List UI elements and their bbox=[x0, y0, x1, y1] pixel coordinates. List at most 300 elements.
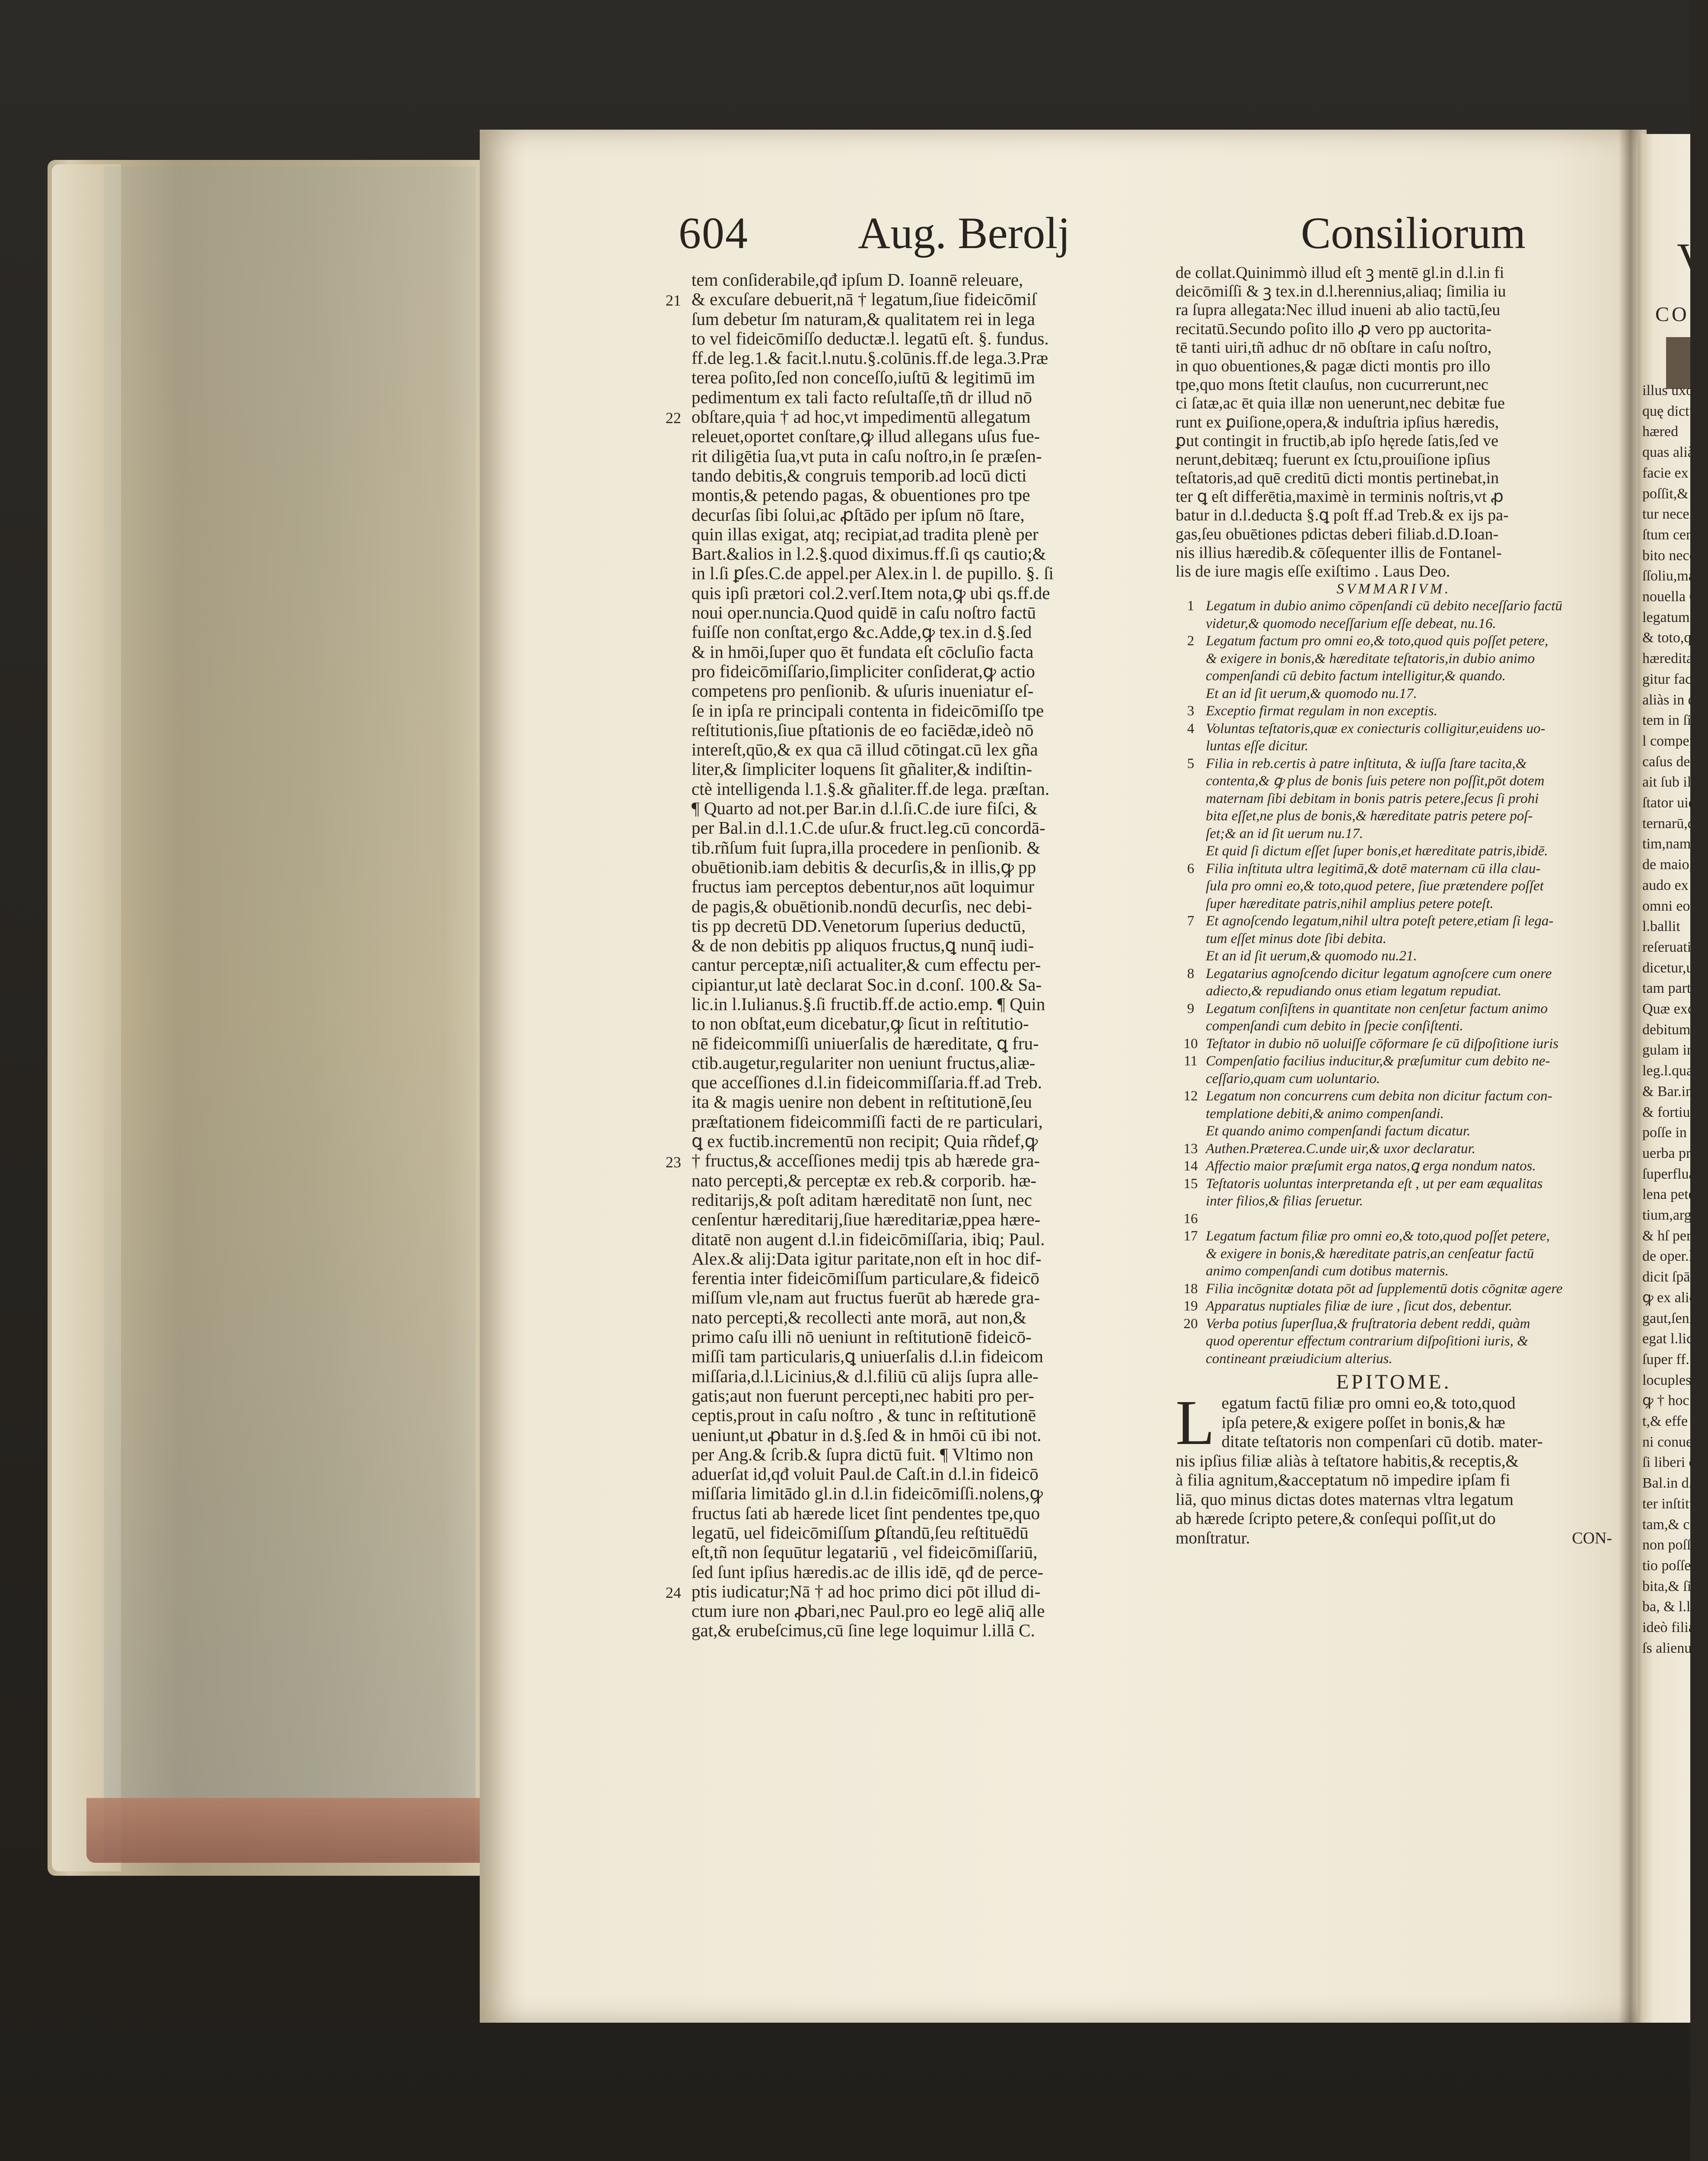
text-line: tis pp decretū DD.Venetorum ſuperius deductū, bbox=[691, 915, 1026, 936]
text-line: ¶ Quarto ad not.per Bar.in d.l.ſi.C.de iure fiſci, & bbox=[691, 798, 1038, 819]
summary-number bbox=[1176, 772, 1206, 790]
right-page-fragment: ſs alienum bbox=[1642, 1640, 1703, 1656]
text-line: to non obſtat,eum dicebatur,ꝙ ſicut in reſtitutio- bbox=[691, 1014, 1029, 1034]
text-line: cantur perceptæ,niſi actualiter,& cum effectu per- bbox=[691, 955, 1041, 975]
summary-item bbox=[1176, 737, 1612, 755]
right-page-fragment: de oper.lib bbox=[1642, 1248, 1705, 1265]
summary-number bbox=[1176, 877, 1206, 895]
summary-number bbox=[1176, 825, 1206, 843]
summary-number bbox=[1176, 790, 1206, 808]
summary-item bbox=[1176, 1052, 1612, 1070]
right-page-fragment: ſtum cent bbox=[1642, 526, 1698, 543]
summary-text: compenſandi cū debito factum intelligitur,& quando. bbox=[1206, 668, 1506, 684]
right-page-fragment: gulam in r bbox=[1642, 1042, 1703, 1058]
right-page-fragment: gitur factu bbox=[1642, 671, 1703, 687]
right-page-fragment: ꝙ † hoc bbox=[1642, 1393, 1689, 1409]
right-page-fragment: ꝙ ex alic bbox=[1642, 1289, 1696, 1306]
text-line: tē tanti uiri,tñ adhuc dr nō obſtare in caſu noſtro, bbox=[1176, 338, 1492, 357]
right-page-fragment: ſtator uide bbox=[1642, 795, 1702, 811]
text-line: gas,ſeu obuētiones pdictas deberi filiab.d.D.Ioan- bbox=[1176, 525, 1499, 543]
summary-text: animo compenſandi cum dotibus maternis. bbox=[1206, 1263, 1449, 1279]
text-line: fructus iam perceptos debentur,nos aūt loquimur bbox=[691, 877, 1035, 897]
right-page-fragment: tium,arg.l. bbox=[1642, 1207, 1703, 1223]
right-page-fragment: bito nece bbox=[1642, 547, 1696, 564]
margin-number: 21 bbox=[666, 292, 681, 309]
text-line: gat,& erubeſcimus,cū ſine lege loquimur l.illā C. bbox=[691, 1620, 1035, 1641]
text-line: legatū, uel fideicōmiſſum ꝑſtandū,ſeu reſtituēdū bbox=[691, 1523, 1029, 1543]
right-page-fragment: & fortius,n bbox=[1642, 1104, 1707, 1120]
consilium-conclusion bbox=[1176, 264, 1612, 581]
text-line: pro fideicōmiſſario,ſimpliciter conſiderat,ꝙ actio bbox=[691, 661, 1035, 681]
summary-number bbox=[1176, 1122, 1206, 1140]
text-line: noui oper.nuncia.Quod quidē in caſu noſtro factū bbox=[691, 602, 1036, 623]
text-line: & excuſare debuerit,nā † legatum,ſiue fideicōmiſ bbox=[691, 289, 1037, 309]
summary-number: 13 bbox=[1183, 1141, 1198, 1157]
catchword: CON- bbox=[1572, 1529, 1612, 1548]
summary-text: Teſtator in dubio nō uoluiſſe cōformare ſe cū diſpoſitione iuris bbox=[1206, 1036, 1559, 1052]
summary-text: compenſandi cum debito in ſpecie conſiſtenti. bbox=[1206, 1018, 1463, 1034]
right-page-fragment: l compen bbox=[1642, 733, 1697, 749]
drop-cap: L bbox=[1176, 1387, 1215, 1459]
summary-item bbox=[1176, 842, 1612, 860]
right-page-fragment: locuples i bbox=[1642, 1372, 1699, 1388]
summary-text: Legatum non concurrens cum debita non dicitur factum con- bbox=[1206, 1088, 1552, 1104]
summary-list bbox=[1176, 597, 1612, 1367]
right-page-fragment: legatum f bbox=[1642, 609, 1698, 625]
summary-number bbox=[1176, 737, 1206, 755]
right-page-fragment: Bal.in d.l. bbox=[1642, 1475, 1701, 1492]
right-page-fragment: lena petere bbox=[1642, 1186, 1707, 1203]
summary-number bbox=[1176, 1017, 1206, 1035]
epitome-line: monſtratur. bbox=[1176, 1528, 1250, 1547]
epitome-line: à filia agnitum,&acceptatum nō impedire ipſam fi bbox=[1176, 1471, 1510, 1490]
text-line: ditatē non augent d.l.in fideicōmiſſaria, ibiq; Paul. bbox=[691, 1229, 1045, 1249]
text-line: cenſentur hæreditarij,ſiue hæreditariæ,ppea hære- bbox=[691, 1209, 1041, 1230]
summary-number: 9 bbox=[1187, 1001, 1195, 1017]
epitome-text bbox=[1176, 1387, 1612, 1548]
text-line: runt ex ꝑuiſione,opera,& induſtria ipſius hæredis, bbox=[1176, 413, 1499, 431]
right-page-fragment: illus uxor bbox=[1642, 382, 1698, 398]
summary-text: Apparatus nuptiales filiæ de iure , ſicut dos, debentur. bbox=[1206, 1298, 1513, 1314]
summary-text: Et an id ſit uerum,& quomodo nu.21. bbox=[1206, 948, 1417, 964]
text-line: ra ſupra allegata:Nec illud inueni ab alio tactū,ſeu bbox=[1176, 301, 1501, 319]
text-line: montis,& petendo pagas, & obuentiones pro tpe bbox=[691, 485, 1030, 505]
summary-text: Verba potius ſuperſlua,& fruſtratoria debent reddi, quàm bbox=[1206, 1316, 1530, 1332]
summary-text: Et agnoſcendo legatum,nihil ultra poteſt petere,etiam ſi lega- bbox=[1206, 913, 1554, 929]
summary-text: Legatarius agnoſcendo dicitur legatum agnoſcere cum onere bbox=[1206, 966, 1552, 982]
right-page-fragment: ideò filiam bbox=[1642, 1619, 1707, 1635]
right-page-fragment: de maio,& bbox=[1642, 857, 1705, 873]
summary-text: ſet;& an id ſit uerum nu.17. bbox=[1206, 826, 1363, 841]
right-page-fragment: non poſſit bbox=[1642, 1537, 1699, 1553]
right-page-fragment: & toto,qu bbox=[1642, 630, 1699, 646]
right-page-fragment: hæred bbox=[1642, 424, 1679, 440]
summary-number: 17 bbox=[1183, 1228, 1198, 1244]
right-page-fragment: aliàs in du bbox=[1642, 692, 1703, 708]
summary-text: Legatum factum filiæ pro omni eo,& toto,quod poſſet petere, bbox=[1206, 1228, 1550, 1244]
summary-number: 5 bbox=[1187, 755, 1195, 771]
left-text-column bbox=[691, 270, 1178, 1641]
summary-item bbox=[1176, 1315, 1612, 1333]
cover-bottom bbox=[86, 1798, 501, 1863]
right-page-fragment: ait ſub illi bbox=[1642, 774, 1700, 790]
epitome-line: ab hærede ſcripto petere,& conſequi poſſit,ut do bbox=[1176, 1509, 1496, 1528]
summary-number bbox=[1176, 1332, 1206, 1350]
right-page-fragment: ſuperflua, bbox=[1642, 1166, 1699, 1182]
summary-number: 12 bbox=[1183, 1088, 1198, 1104]
text-line: deicōmiſſi & ꝫ tex.in d.l.herennius,aliaq; ſimilia iu bbox=[1176, 282, 1506, 301]
summary-text: ſuper hæreditate patris,nihil amplius petere poteſt. bbox=[1206, 896, 1494, 912]
right-page-fragment: leg.l.quæſi bbox=[1642, 1063, 1705, 1079]
text-line: ter ꝗ eſt differētia,maximè in terminis noſtris,vt ꝓ bbox=[1176, 488, 1504, 506]
summary-item bbox=[1176, 1122, 1612, 1140]
summary-item bbox=[1176, 615, 1612, 633]
summary-number bbox=[1176, 1350, 1206, 1368]
text-line: nis illius hæredib.& cōſequenter illis de Fontanel- bbox=[1176, 543, 1502, 562]
running-head-author: Aug. Berolj bbox=[858, 208, 1071, 258]
right-page-fragment: debitum c bbox=[1642, 1021, 1701, 1038]
summary-item bbox=[1176, 930, 1612, 948]
summary-item bbox=[1176, 895, 1612, 913]
summary-item bbox=[1176, 772, 1612, 790]
text-line: ueniunt,ut ꝓbatur in d.§.ſed & in hmōi cū ibi not. bbox=[691, 1425, 1042, 1445]
summary-number bbox=[1176, 930, 1206, 948]
summary-text: ſula pro omni eo,& toto,quod petere, ſiue prætendere poſſet bbox=[1206, 878, 1544, 894]
summary-item bbox=[1176, 1280, 1612, 1298]
page-edges-shading bbox=[104, 166, 475, 1861]
right-page-fragment: hæreditat bbox=[1642, 650, 1697, 667]
summary-item bbox=[1176, 877, 1612, 895]
text-line: lis de iure magis eſſe exiſtimo . Laus Deo. bbox=[1176, 562, 1450, 580]
text-line: † fructus,& acceſſiones medij tpis ab hærede gra- bbox=[691, 1151, 1040, 1171]
text-line: fructus ſati ab hærede licet ſint pendentes tpe,quo bbox=[691, 1503, 1040, 1523]
summary-number: 6 bbox=[1187, 861, 1195, 877]
right-page-fragment: tam parten bbox=[1642, 980, 1705, 997]
summary-item bbox=[1176, 1245, 1612, 1263]
summary-text: & exigere in bonis,& hæreditate patris,an cenſeatur factū bbox=[1206, 1246, 1534, 1262]
summary-text: Compenſatio facilius inducitur,& præſumitur cum debito ne- bbox=[1206, 1053, 1550, 1069]
right-page-fragment: egat l.lice bbox=[1642, 1331, 1700, 1347]
summary-item bbox=[1176, 1157, 1612, 1175]
right-page-fragment: gaut,ſenſi bbox=[1642, 1310, 1698, 1326]
right-page-fragment: uerba pro bbox=[1642, 1145, 1698, 1161]
epitome-heading: EPITOME. bbox=[1336, 1371, 1452, 1394]
summary-text: bita eſſet,ne plus de bonis,& hæreditate patris petere poſ- bbox=[1206, 808, 1533, 824]
summary-text: Voluntas teſtatoris,quæ ex coniecturis colligitur,euidens uo- bbox=[1206, 720, 1545, 736]
right-page-fragment: poſſe in bo bbox=[1642, 1125, 1705, 1141]
text-line: eſt,tñ non ſequūtur legatariū , vel fideicōmiſſariū, bbox=[691, 1542, 1038, 1562]
summary-number bbox=[1176, 842, 1206, 860]
text-line: ff.de leg.1.& facit.l.nutu.§.colūnis.ff.de lega.3.Præ bbox=[691, 348, 1048, 368]
text-line: per Ang.& ſcrib.& ſupra dictū fuit. ¶ Vltimo non bbox=[691, 1444, 1034, 1464]
epitome-lines bbox=[1176, 1387, 1612, 1548]
text-line: nato percepti,& perceptæ ex reb.& corporib. hæ- bbox=[691, 1170, 1037, 1190]
text-line: ctè intelligenda l.1.§.& gñaliter.ff.de lega. præſtan. bbox=[691, 778, 1050, 799]
summary-item bbox=[1176, 755, 1612, 773]
summary-text: Filia in reb.certis à patre inſtituta, & iuſſa ſtare tacita,& bbox=[1206, 755, 1527, 771]
summary-number: 18 bbox=[1183, 1281, 1198, 1297]
text-line: ſum debetur ſm naturam,& qualitatem rei in lega bbox=[691, 309, 1035, 329]
right-page-fragment: tur neceſ bbox=[1642, 506, 1693, 523]
text-line: intereſt,qūo,& ex qua cā illud cōtingat.cū lex gña bbox=[691, 739, 1038, 760]
summary-item bbox=[1176, 1105, 1612, 1123]
text-line: per Bal.in d.l.1.C.de uſur.& fruct.leg.cū concordā- bbox=[691, 818, 1045, 838]
right-page-fragment: quas aliàs bbox=[1642, 444, 1700, 461]
text-line: releuet,oportet conſtare,ꝙ illud allegans uſus fue- bbox=[691, 426, 1040, 446]
summary-item bbox=[1176, 632, 1612, 650]
text-line: in l.ſi ꝑſes.C.de appel.per Alex.in l. de pupillo. §. ſi bbox=[691, 563, 1054, 583]
summary-number bbox=[1176, 615, 1206, 633]
summary-number bbox=[1176, 1105, 1206, 1123]
summary-number: 11 bbox=[1184, 1053, 1198, 1069]
summary-item bbox=[1176, 1140, 1612, 1158]
text-line: de collat.Quinimmò illud eſt ꝫ mentē gl.in d.l.in fi bbox=[1176, 264, 1504, 282]
right-page-fragment: tio poſſet c bbox=[1642, 1557, 1705, 1574]
right-page-fragment: nouella C bbox=[1642, 589, 1699, 605]
text-line: tib.rñſum fuit ſupra,illa procedere in penſionib. & bbox=[691, 837, 1041, 857]
text-line: recitatū.Secundo poſito illo ꝓ vero pp auctorita- bbox=[1176, 319, 1492, 338]
text-line: teſtatoris,ad quē creditū dicti montis pertinebat,in bbox=[1176, 469, 1499, 488]
summary-item bbox=[1176, 982, 1612, 1000]
summary-item bbox=[1176, 650, 1612, 668]
summary-number: 19 bbox=[1183, 1298, 1198, 1314]
right-page-fragment: l.ballit bbox=[1642, 918, 1680, 935]
text-line: nato percepti,& recollecti ante morā, aut non,& bbox=[691, 1307, 1027, 1327]
summary-number bbox=[1176, 667, 1206, 685]
summary-item bbox=[1176, 667, 1612, 685]
summary-text: tum eſſet minus dote ſibi debita. bbox=[1206, 931, 1386, 947]
summary-item bbox=[1176, 947, 1612, 965]
right-page-fragment: ba, & l.l bbox=[1642, 1599, 1691, 1615]
text-line: miſſum vle,nam aut fructus fuerūt ab hærede gra- bbox=[691, 1288, 1040, 1308]
text-line: de pagis,& obuētionib.nondū decurſis, nec debi- bbox=[691, 896, 1032, 916]
summary-item bbox=[1176, 702, 1612, 720]
summary-text: Et quid ſi dictum eſſet ſuper bonis,et hæreditate patris,ibidē. bbox=[1206, 843, 1548, 859]
right-page-fragment: & hſ per B bbox=[1642, 1227, 1705, 1244]
epitome-line: ditate teſtatoris non compenſari cū dotib. mater- bbox=[1221, 1432, 1543, 1451]
text-line: tando debitis,& congruis temporib.ad locū dicti bbox=[691, 465, 1027, 485]
summary-item bbox=[1176, 825, 1612, 843]
text-line: miſſaria limitādo gl.in d.l.in fideicōmiſſi.nolens,ꝙ bbox=[691, 1483, 1043, 1504]
text-line: quis ipſi prætori col.2.verſ.Item nota,ꝙ ubi qs.ff.de bbox=[691, 583, 1050, 603]
summary-number bbox=[1176, 895, 1206, 913]
text-line: Bart.&alios in l.2.§.quod diximus.ff.ſi qs cautio;& bbox=[691, 544, 1046, 564]
running-head-title: Consiliorum bbox=[1301, 208, 1526, 258]
text-line: terea poſito,ſed non conceſſo,iuſtū & legitimū im bbox=[691, 367, 1035, 388]
summary-text: videtur,& quomodo neceſſarium eſſe debeat, nu.16. bbox=[1206, 615, 1496, 631]
text-line: ferentia inter fideicōmiſſum particulare,& fideicō bbox=[691, 1268, 1039, 1288]
summary-text: contenta,& ꝙ plus de bonis ſuis petere non poſſit,pōt dotem bbox=[1206, 773, 1545, 789]
right-text-column bbox=[1176, 264, 1612, 1548]
text-line: que acceſſiones d.l.in fideicommiſſaria.ff.ad Treb. bbox=[691, 1072, 1042, 1093]
text-line: ꝗ ex fuctib.incrementū non recipit; Quia rñdef,ꝙ bbox=[691, 1131, 1038, 1151]
right-page-fragment: caſus de H bbox=[1642, 753, 1705, 770]
summary-text: ceſſario,quam cum uoluntario. bbox=[1206, 1071, 1380, 1087]
summary-item bbox=[1176, 1087, 1612, 1105]
text-line: ita & magis uenire non debent in reſtitutionē,ſeu bbox=[691, 1092, 1032, 1112]
text-line: ctib.augetur,regulariter non ueniunt fructus,aliæ- bbox=[691, 1052, 1036, 1073]
summary-text: Teſtatoris uoluntas interpretanda eſt , ut per eam æqualitas bbox=[1206, 1176, 1543, 1192]
summary-text: & exigere in bonis,& hæreditate teſtatoris,in dubio animo bbox=[1206, 650, 1535, 666]
text-line: liter,& ſimpliciter loquens ſit gñaliter,& indiſtin- bbox=[691, 759, 1032, 779]
summary-text: quod operentur effectum contrarium diſpoſitioni iuris, & bbox=[1206, 1333, 1528, 1349]
right-page-fragment: bita,& ſic bbox=[1642, 1578, 1698, 1594]
summary-number bbox=[1176, 982, 1206, 1000]
summary-item bbox=[1176, 685, 1612, 703]
right-page-fragment: tem in ſi.f bbox=[1642, 712, 1700, 729]
text-line: in quo obuentiones,& pagæ dicti montis pro illo bbox=[1176, 357, 1491, 375]
summary-number: 16 bbox=[1183, 1211, 1198, 1227]
right-page-fragment: & Bar.in l. bbox=[1642, 1083, 1705, 1100]
right-page-fragment: ſuper ff. bbox=[1642, 1351, 1689, 1367]
right-page-fragment: tim,nam bbox=[1642, 836, 1691, 852]
right-page-fragment: facie ex p bbox=[1642, 465, 1700, 481]
text-line: ſe in ipſa re principali contenta in fideicōmiſſo tpe bbox=[691, 700, 1044, 720]
summary-item bbox=[1176, 1332, 1612, 1350]
text-line: fuiſſe non conſtat,ergo &c.Adde,ꝙ tex.in d.§.ſed bbox=[691, 622, 1032, 642]
summary-number: 15 bbox=[1183, 1176, 1198, 1192]
margin-number: 22 bbox=[666, 409, 681, 427]
summary-item bbox=[1176, 1227, 1612, 1245]
epitome-line: liā, quo minus dictas dotes maternas vltra legatum bbox=[1176, 1490, 1514, 1509]
summary-number: 4 bbox=[1187, 720, 1195, 736]
right-page-fragment: omni eo,& bbox=[1642, 898, 1705, 914]
summary-item bbox=[1176, 1350, 1612, 1368]
text-line: aduerſat id,qđ voluit Paul.de Caſt.in d.l.in fideicō bbox=[691, 1464, 1039, 1484]
summary-item bbox=[1176, 1297, 1612, 1315]
summary-number: 14 bbox=[1183, 1158, 1198, 1174]
summary-item bbox=[1176, 860, 1612, 878]
text-line: to vel fideicōmiſſo deductæ.l. legatū eſt. §. fundus. bbox=[691, 328, 1049, 348]
page-number: 604 bbox=[679, 208, 749, 258]
summary-item bbox=[1176, 790, 1612, 808]
right-page-fragment: ter inſtitu bbox=[1642, 1495, 1697, 1512]
text-line: competens pro penſionib. & uſuris inueniatur eſ- bbox=[691, 681, 1034, 701]
text-line: quin illas exigat, atq; recipiat,ad tradita plenè per bbox=[691, 524, 1039, 544]
summary-text: Exceptio firmat regulam in non exceptis. bbox=[1206, 703, 1437, 719]
summary-heading: SVMMARIVM. bbox=[1336, 581, 1451, 597]
summary-item bbox=[1176, 965, 1612, 983]
right-page-fragment: tam,& con bbox=[1642, 1516, 1705, 1533]
epitome-line: ipſa petere,& exigere poſſet in bonis,& hæ bbox=[1221, 1413, 1505, 1432]
text-line: rit diligētia ſua,vt puta in caſu noſtro,in ſe præſen- bbox=[691, 446, 1042, 466]
summary-text: luntas eſſe dicitur. bbox=[1206, 738, 1309, 754]
summary-item bbox=[1176, 1070, 1612, 1088]
text-line: primo caſu illi nō ueniunt in reſtitutionē fideicō- bbox=[691, 1327, 1032, 1347]
right-page-fragment: Quæ excep bbox=[1642, 1001, 1708, 1017]
text-line: præſtationem fideicommiſſi facti de re particulari, bbox=[691, 1111, 1043, 1131]
summary-text bbox=[1206, 1210, 1612, 1228]
right-page-fragment: quę dictu bbox=[1642, 403, 1697, 419]
text-line: & de non debitis pp aliquos fructus,ꝗ nunq̄ iudi- bbox=[691, 935, 1034, 956]
epitome-line: egatum factū filiæ pro omni eo,& toto,quod bbox=[1221, 1394, 1516, 1413]
right-page-fragment: t,& effe bbox=[1642, 1413, 1688, 1429]
margin-number: 23 bbox=[666, 1153, 681, 1171]
summary-item bbox=[1176, 720, 1612, 738]
text-line: ſed ſunt ipſius hæredis.ac de illis idē, qđ de perce- bbox=[691, 1562, 1044, 1582]
summary-text: Filia inſtituta ultra legitimā,& dotē maternam cū illa clau- bbox=[1206, 861, 1541, 877]
right-running-head: V bbox=[1677, 234, 1708, 282]
right-page-fragment: ſſoliu,ma bbox=[1642, 568, 1695, 584]
text-line: tpe,quo mons ſtetit clauſus, non cucurrerunt,nec bbox=[1176, 376, 1488, 394]
summary-number: 10 bbox=[1183, 1036, 1198, 1052]
summary-number bbox=[1176, 1262, 1206, 1280]
text-line: reſtitutionis,ſiue pſtationis de eo faciēdæ,ideò nō bbox=[691, 720, 1034, 740]
summary-text: Et quando animo compenſandi factum dicatur. bbox=[1206, 1123, 1471, 1139]
text-line: batur in d.l.deducta §.ꝗ poſt ff.ad Treb.& ex ijs pa- bbox=[1176, 506, 1509, 525]
summary-number bbox=[1176, 685, 1206, 703]
text-line: lic.in l.Iulianus.§.ſi fructib.ff.de actio.emp. ¶ Quin bbox=[691, 994, 1045, 1014]
summary-number bbox=[1176, 947, 1206, 965]
margin-number: 24 bbox=[666, 1584, 681, 1602]
summary-text: Legatum factum pro omni eo,& toto,quod quis poſſet petere, bbox=[1206, 633, 1549, 649]
text-line: tem conſiderabile,qđ ipſum D. Ioannē releuare, bbox=[691, 270, 1023, 290]
summary-item bbox=[1176, 912, 1612, 930]
summary-number bbox=[1176, 650, 1206, 668]
summary-number: 1 bbox=[1187, 598, 1195, 614]
text-line: obuētionib.iam debitis & decurſis,& in illis,ꝙ pp bbox=[691, 857, 1036, 877]
summary-text: Et an id ſit uerum,& quomodo nu.17. bbox=[1206, 685, 1417, 701]
text-line: obſtare,quia † ad hoc,vt impedimentū allegatum bbox=[691, 407, 1031, 427]
summary-item bbox=[1176, 1175, 1612, 1193]
right-page-fragment: audo ex t bbox=[1642, 877, 1696, 893]
summary-number bbox=[1176, 807, 1206, 825]
text-line: nē fideicommiſſi uniuerſalis de hæreditate, ꝗ fru- bbox=[691, 1033, 1039, 1053]
summary-number: 2 bbox=[1187, 633, 1195, 649]
summary-text: Filia incōgnitæ dotata pōt ad ſupplementū dotis cōgnitæ agere bbox=[1206, 1281, 1563, 1297]
summary-text: Legatum conſiſtens in quantitate non cenſetur factum animo bbox=[1206, 1001, 1548, 1017]
summary-number: 20 bbox=[1183, 1316, 1198, 1332]
text-line: ceptis,prout in caſu noſtro , & tunc in reſtitutionē bbox=[691, 1405, 1036, 1425]
epitome-line: nis ipſius filiæ aliàs à teſtatore habitis,& receptis,& bbox=[1176, 1451, 1519, 1470]
right-page-fragment: reſeruatio bbox=[1642, 939, 1699, 955]
summary-number: 3 bbox=[1187, 703, 1195, 719]
text-line: cipiantur,ut latè declarat Soc.in d.conſ. 100.& Sa- bbox=[691, 974, 1042, 994]
right-page-fragment: dicit ſpāli bbox=[1642, 1269, 1698, 1285]
right-page-fragment: dicetur,ut bbox=[1642, 959, 1698, 976]
text-line: Alex.& alij:Data igitur paritate,non eſt in hoc dif- bbox=[691, 1248, 1042, 1269]
summary-number bbox=[1176, 1070, 1206, 1088]
right-page-fragment: ternarū,do bbox=[1642, 815, 1702, 832]
summary-item bbox=[1176, 807, 1612, 825]
summary-number: 8 bbox=[1187, 966, 1195, 982]
summary-item bbox=[1176, 1262, 1612, 1280]
text-line: ctum iure non ꝓbari,nec Paul.pro eo legē aliq̄ alle bbox=[691, 1601, 1045, 1621]
text-line: reditarijs,& poſt aditam hæreditatē non ſunt, nec bbox=[691, 1189, 1032, 1210]
right-page-fragment: poſſit,& p bbox=[1642, 485, 1700, 502]
text-line: pedimentum ex tali facto reſultaſſe,tñ dr illud nō bbox=[691, 387, 1032, 407]
summary-item bbox=[1176, 1017, 1612, 1035]
summary-item bbox=[1176, 1000, 1612, 1018]
summary-item bbox=[1176, 1035, 1612, 1053]
text-line: miſſaria,d.l.Licinius,& d.l.filiū cū alijs ſupra alle- bbox=[691, 1366, 1039, 1386]
summary-text: adiecto,& repudiando onus etiam legatum repudiat. bbox=[1206, 983, 1502, 999]
summary-text: inter filios,& filias ſeruetur. bbox=[1206, 1193, 1363, 1209]
text-line: gatis;aut non fuerunt percepti,nec habiti pro per- bbox=[691, 1385, 1034, 1406]
right-page-fragment: ſi liberi c bbox=[1642, 1454, 1695, 1471]
summary-text: maternam ſibi debitam in bonis patris petere,ſecus ſi prohi bbox=[1206, 790, 1539, 806]
text-line: ci ſatæ,ac ēt quia illæ non uenerunt,nec debitæ fue bbox=[1176, 394, 1505, 413]
right-section-head: CO bbox=[1655, 303, 1689, 326]
text-line: ptis iudicatur;Nā † ad hoc primo dici pōt illud di- bbox=[691, 1581, 1041, 1601]
text-line: nerunt,debitæq; fuerunt ex ſctu,prouiſione ipſius bbox=[1176, 450, 1491, 469]
text-line: decurſas ſibi ſolui,ac ꝓſtādo per ipſum nō ſtare, bbox=[691, 504, 1025, 525]
text-line: & in hmōi,ſuper quo ēt fundata eſt cōcluſio facta bbox=[691, 641, 1034, 662]
summary-item bbox=[1176, 1192, 1612, 1210]
summary-item bbox=[1176, 597, 1612, 615]
summary-text: Affectio maior præſumit erga natos,ꝗ erga nondum natos. bbox=[1206, 1158, 1536, 1174]
summary-text: Legatum in dubio animo cōpenſandi cū debito neceſſario factū bbox=[1206, 598, 1562, 614]
